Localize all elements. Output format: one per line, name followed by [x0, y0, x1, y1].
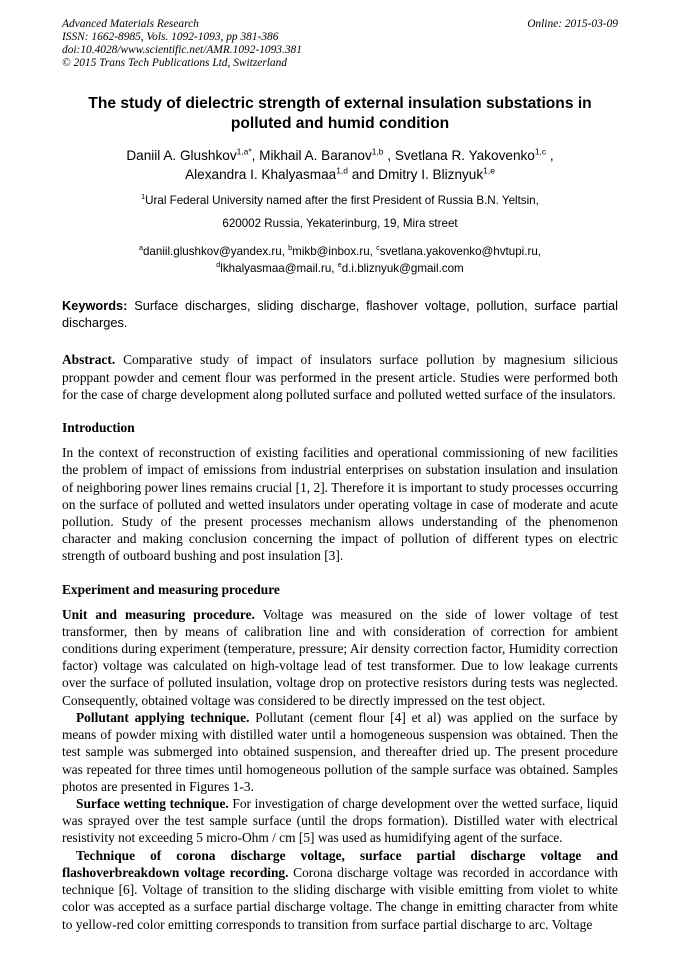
email-address: d.i.bliznyuk@gmail.com [341, 262, 464, 276]
author-line-2 [62, 165, 618, 184]
paragraph-text: In the context of reconstruction of existing facilities and operational commissioning of new facilities the problem of impact of emissions from industrial enterprises on substation insulation and insulation of neighboring power lines remains crucial [1, 2]. Therefore it is important to study processes occurring on the surface of polluted and wetted insulators under operating voltage in case of moderate and acute pollution. Study of the present processes mechanism allows understanding of the phenomenon character and making conclusion concerning the impact of pollution of different types on electric strength of outboard bushing and post insulation [3]. [62, 445, 618, 564]
author-list [62, 146, 618, 184]
introduction-paragraph [62, 444, 618, 565]
discharge-recording-paragraph [62, 847, 618, 933]
paragraph-text: Corona discharge voltage was recorded in accordance with technique [6]. Voltage of transition to the sliding discharge with visible emitting from violet to white color was accepted as a surface partial discharge voltage. The change in emitting character from white to yellow-red color emitting corresponds to transition from surface partial discharge to arc. Voltage [62, 864, 618, 932]
email-address: lkhalyasmaa@mail.ru, [220, 262, 338, 276]
author-affiliation-mark: 1,b [371, 146, 384, 157]
author-emails [62, 243, 618, 278]
email-address: daniil.glushkov@yandex.ru, [142, 245, 289, 259]
email-mark: d [216, 260, 221, 270]
surface-wetting-paragraph [62, 795, 618, 847]
paragraph-lead: Technique of corona discharge voltage, surface partial discharge voltage and flashoverbreakdown voltage recording. [62, 847, 618, 880]
unit-measuring-paragraph [62, 606, 618, 709]
header-row-1 [62, 18, 618, 31]
email-mark: b [288, 243, 293, 253]
author-name: and Dmitry I. Bliznyuk [347, 167, 484, 183]
author-separator: , [546, 148, 554, 164]
paragraph-lead: Surface wetting technique. [76, 796, 229, 811]
abstract-text: Comparative study of impact of insulators surface pollution by magnesium silicious proppant powder and cement flour was performed in the present article. Studies were performed both for the case of charge development along polluted surface and polluted wetted surface of the insulators. [62, 352, 618, 402]
abstract-label: Abstract. [62, 352, 116, 368]
paragraph-text: Pollutant (cement flour [4] et al) was applied on the surface by means of powder mixing with distilled water until a homogeneous suspension was obtained. Then the test sample was submerged into obtained suspension, and thereafter dried up. The present procedure was repeated for three times until homogeneous pollution of the sample surface was obtained. Samples photos are presented in Figures 1-3. [62, 709, 618, 794]
email-line-2 [62, 260, 618, 277]
paragraph-text: Voltage was measured on the side of lower voltage of test transformer, then by means of calibration line and with consideration of correction for ambient conditions during experiment (temperature, pressure; Air density correction factor, Humidity correction factor) voltage was calculated on high-voltage lead of test transformer. Due to low leakage currents over the surface of polluted insulation, voltage drop on protective resistors during tests was neglected. Consequently, obtained voltage was considered to be directly impressed on the test object. [62, 606, 618, 708]
online-date: Online: 2015-03-09 [527, 18, 618, 30]
journal-name: Advanced Materials Research [62, 18, 199, 30]
section-heading-introduction: Introduction [62, 420, 135, 436]
author-affiliation-mark: 1,e [483, 165, 495, 176]
section-heading-experiment: Experiment and measuring procedure [62, 581, 280, 597]
keywords-label: Keywords: [62, 297, 128, 313]
affiliation-text: Ural Federal University named after the first President of Russia B.N. Yeltsin, [145, 194, 539, 208]
author-affiliation-mark: 1,d [336, 165, 348, 176]
author-name: Daniil A. Glushkov [126, 148, 237, 164]
abstract-paragraph [62, 351, 618, 403]
email-mark: a [138, 243, 143, 253]
page-header [62, 18, 618, 70]
author-affiliation-mark: 1,a* [236, 146, 252, 157]
paper-title: The study of dielectric strength of external insulation substations in polluted and humid condition [88, 94, 592, 132]
affiliation-line-2: 620002 Russia, Yekaterinburg, 19, Mira street [222, 217, 458, 231]
author-name: , Svetlana R. Yakovenko [383, 148, 535, 164]
author-name: , Mikhail A. Baranov [251, 148, 372, 164]
author-line-1 [62, 146, 618, 165]
doi-line: doi:10.4028/www.scientific.net/AMR.1092-1093.381 [62, 43, 302, 56]
keywords-text: Surface discharges, sliding discharge, flashover voltage, pollution, surface partial discharges. [62, 297, 618, 331]
affiliation [62, 194, 618, 230]
email-address: mikb@inbox.ru, [292, 245, 377, 259]
email-line-1 [62, 243, 618, 260]
keywords-paragraph [62, 297, 618, 332]
paragraph-lead: Unit and measuring procedure. [62, 606, 255, 622]
paragraph-text: For investigation of charge development over the wetted surface, liquid was sprayed over the test sample surface (until the drops formation). Distilled water with electrical resistivity not exceeding 5 micro-Ohm / cm [5] was used as humidifying agent of the surface. [62, 796, 618, 846]
email-mark: e [337, 260, 342, 270]
author-name: Alexandra I. Khalyasmaa [185, 167, 337, 183]
paragraph-lead: Pollutant applying technique. [76, 709, 250, 725]
email-mark: c [376, 243, 380, 253]
author-affiliation-mark: 1,c [534, 146, 547, 157]
email-address: svetlana.yakovenko@hvtupi.ru, [379, 245, 541, 259]
issn-line: ISSN: 1662-8985, Vols. 1092-1093, pp 381-386 [62, 30, 279, 43]
affiliation-line-1 [62, 194, 618, 207]
copyright-line: © 2015 Trans Tech Publications Ltd, Switzerland [62, 56, 287, 69]
pollutant-applying-paragraph [62, 709, 618, 795]
affiliation-marker: 1 [141, 192, 146, 202]
